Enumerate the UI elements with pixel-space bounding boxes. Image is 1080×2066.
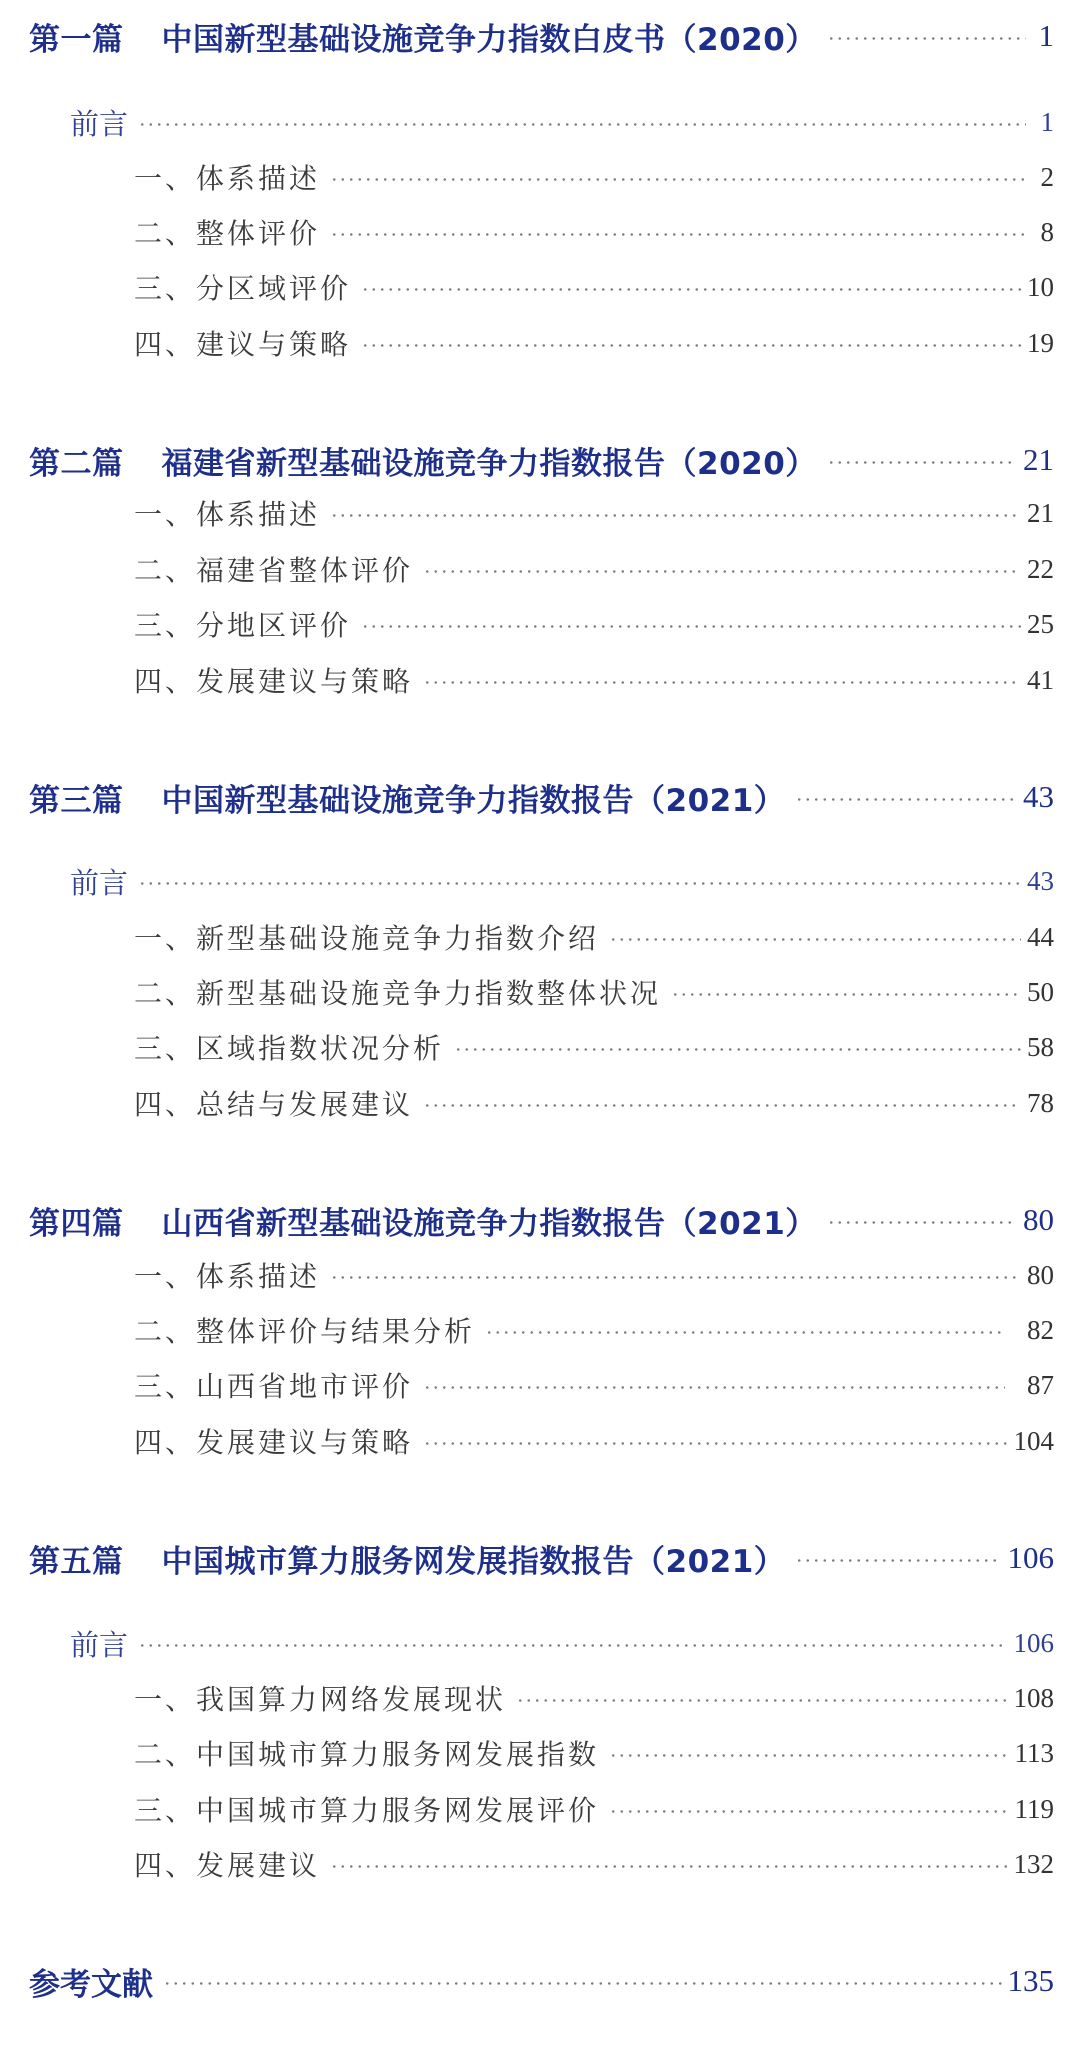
- toc-entry-title: 三、分区域评价: [134, 272, 352, 305]
- toc-entry-title: 二、整体评价: [134, 217, 321, 250]
- toc-entry-title: [29, 14, 817, 59]
- page-number: 104: [1013, 1425, 1054, 1456]
- toc-entry-title: [29, 775, 785, 820]
- toc-entry-section[interactable]: [134, 912, 1054, 962]
- dot-leader: [361, 625, 1021, 628]
- dot-leader: [423, 1442, 1007, 1445]
- toc-entry-title: 二、整体评价与结果分析: [134, 1315, 476, 1348]
- toc-entry-section[interactable]: [134, 1250, 1054, 1300]
- toc-entry-title: 二、福建省整体评价: [134, 554, 414, 587]
- dot-leader: [485, 1331, 1005, 1334]
- page-number: 80: [1023, 1202, 1054, 1237]
- part-label: 第四篇: [29, 1205, 124, 1242]
- dot-leader: [516, 1699, 1007, 1702]
- toc-entry-title: 四、发展建议与策略: [134, 665, 414, 698]
- toc-entry-title: [29, 1198, 817, 1243]
- dot-leader: [827, 1221, 1017, 1224]
- part-label: 第五篇: [29, 1543, 124, 1580]
- dot-leader: [361, 288, 1021, 291]
- toc-entry-title: 一、体系描述: [134, 498, 321, 531]
- toc-entry-title: 一、新型基础设施竞争力指数介绍: [134, 922, 600, 955]
- toc-entry-section[interactable]: [134, 262, 1054, 312]
- dot-leader: [330, 1865, 1007, 1868]
- part-label: 第一篇: [29, 21, 124, 58]
- dot-leader: [795, 798, 1017, 801]
- toc-entry-title: 参考文献: [29, 1966, 153, 2003]
- page-number: 10: [1027, 271, 1054, 302]
- dot-leader: [423, 1104, 1021, 1107]
- dot-leader: [330, 233, 1026, 236]
- toc-entry-title: [29, 1536, 785, 1581]
- page-number: 106: [1013, 1627, 1054, 1658]
- page-number: 1: [1038, 18, 1054, 53]
- toc-entry-title: 三、区域指数状况分析: [134, 1032, 445, 1065]
- page-number: 78: [1027, 1087, 1054, 1118]
- dot-leader: [138, 123, 1026, 126]
- toc-entry-title: 前言: [70, 106, 129, 141]
- toc-entry-section[interactable]: [134, 488, 1054, 538]
- toc-entry-section[interactable]: [134, 1728, 1054, 1778]
- toc-entry-part[interactable]: [29, 772, 1054, 822]
- page-number: 21: [1027, 497, 1054, 528]
- page-number: 135: [1007, 1963, 1054, 1998]
- toc-entry-part[interactable]: [29, 435, 1054, 485]
- part-label: 第三篇: [29, 782, 124, 819]
- page-number: 25: [1027, 608, 1054, 639]
- page-number: 108: [1013, 1682, 1054, 1713]
- toc-entry-title: 一、体系描述: [134, 162, 321, 195]
- dot-leader: [423, 681, 1021, 684]
- dot-leader: [795, 1559, 1001, 1562]
- page-number: 50: [1027, 976, 1054, 1007]
- toc-entry-title: 三、山西省地市评价: [134, 1370, 414, 1403]
- toc-entry-section[interactable]: [134, 1839, 1054, 1889]
- toc-entry-part[interactable]: [29, 1533, 1054, 1583]
- toc-entry-refs[interactable]: [29, 1956, 1054, 2006]
- page-number: 44: [1027, 921, 1054, 952]
- toc-entry-section[interactable]: [134, 318, 1054, 368]
- toc-entry-section[interactable]: [134, 1078, 1054, 1128]
- dot-leader: [138, 1644, 1007, 1647]
- dot-leader: [138, 882, 1021, 885]
- toc-entry-section[interactable]: [134, 1784, 1054, 1834]
- toc-entry-title: 前言: [70, 1627, 129, 1662]
- toc-entry-section[interactable]: [134, 1360, 1054, 1410]
- page-number: 22: [1027, 553, 1054, 584]
- toc-entry-title: 四、总结与发展建议: [134, 1088, 414, 1121]
- toc-entry-title: 二、中国城市算力服务网发展指数: [134, 1738, 600, 1771]
- toc-entry-title: 三、中国城市算力服务网发展评价: [134, 1794, 600, 1827]
- dot-leader: [609, 1754, 1008, 1757]
- page-number: 106: [1007, 1540, 1054, 1575]
- toc-entry-title: 一、我国算力网络发展现状: [134, 1683, 507, 1716]
- toc-entry-preface[interactable]: [70, 97, 1054, 147]
- dot-leader: [423, 1386, 1005, 1389]
- toc-entry-title: 前言: [70, 865, 129, 900]
- page-number: 87: [1027, 1369, 1054, 1400]
- page-number: 2: [1040, 161, 1054, 192]
- toc-entry-title: 四、发展建议: [134, 1849, 321, 1882]
- toc-entry-section[interactable]: [134, 1673, 1054, 1723]
- toc-entry-part[interactable]: [29, 11, 1054, 61]
- page-number: 113: [1014, 1737, 1054, 1768]
- toc-entry-title: 三、分地区评价: [134, 609, 352, 642]
- dot-leader: [330, 178, 1026, 181]
- toc-entry-title: 一、体系描述: [134, 1260, 321, 1293]
- dot-leader: [330, 1276, 1021, 1279]
- page-number: 8: [1040, 216, 1054, 247]
- page-number: 132: [1013, 1848, 1054, 1879]
- page-number: 119: [1014, 1793, 1054, 1824]
- page-number: 41: [1027, 664, 1054, 695]
- dot-leader: [609, 938, 1021, 941]
- page-number: 82: [1027, 1314, 1054, 1345]
- dot-leader: [330, 514, 1021, 517]
- dot-leader: [671, 993, 1021, 996]
- part-title: 福建省新型基础设施竞争力指数报告（2020）: [161, 445, 817, 482]
- part-label: 第二篇: [29, 445, 124, 482]
- dot-leader: [454, 1048, 1021, 1051]
- toc-entry-section[interactable]: [134, 544, 1054, 594]
- toc-entry-section[interactable]: [134, 207, 1054, 257]
- page-number: 43: [1023, 779, 1054, 814]
- dot-leader: [163, 1982, 1002, 1985]
- toc-entry-preface[interactable]: [70, 856, 1054, 906]
- page-number: 80: [1027, 1259, 1054, 1290]
- page-number: 43: [1027, 865, 1054, 896]
- toc-entry-section[interactable]: [134, 1022, 1054, 1072]
- toc-entry-section[interactable]: [134, 599, 1054, 649]
- toc-entry-section[interactable]: [134, 152, 1054, 202]
- page-number: 21: [1023, 442, 1054, 477]
- part-title: 中国城市算力服务网发展指数报告（2021）: [161, 1543, 786, 1580]
- toc-entry-part[interactable]: [29, 1195, 1054, 1245]
- part-title: 山西省新型基础设施竞争力指数报告（2021）: [161, 1205, 817, 1242]
- dot-leader: [827, 461, 1017, 464]
- toc-entry-section[interactable]: [134, 655, 1054, 705]
- page-number: 58: [1027, 1031, 1054, 1062]
- toc-entry-section[interactable]: [134, 1305, 1054, 1355]
- toc-entry-section[interactable]: [134, 967, 1054, 1017]
- toc-entry-title: 二、新型基础设施竞争力指数整体状况: [134, 977, 662, 1010]
- dot-leader: [609, 1810, 1008, 1813]
- part-title: 中国新型基础设施竞争力指数白皮书（2020）: [161, 21, 817, 58]
- page-number: 19: [1027, 327, 1054, 358]
- toc-entry-preface[interactable]: [70, 1618, 1054, 1668]
- toc-entry-title: 四、建议与策略: [134, 328, 352, 361]
- dot-leader: [423, 570, 1021, 573]
- dot-leader: [827, 37, 1026, 40]
- toc-entry-section[interactable]: [134, 1416, 1054, 1466]
- page-number: 1: [1040, 106, 1054, 137]
- toc-entry-title: [29, 438, 817, 483]
- toc-entry-title: 四、发展建议与策略: [134, 1426, 414, 1459]
- dot-leader: [361, 344, 1021, 347]
- part-title: 中国新型基础设施竞争力指数报告（2021）: [161, 782, 786, 819]
